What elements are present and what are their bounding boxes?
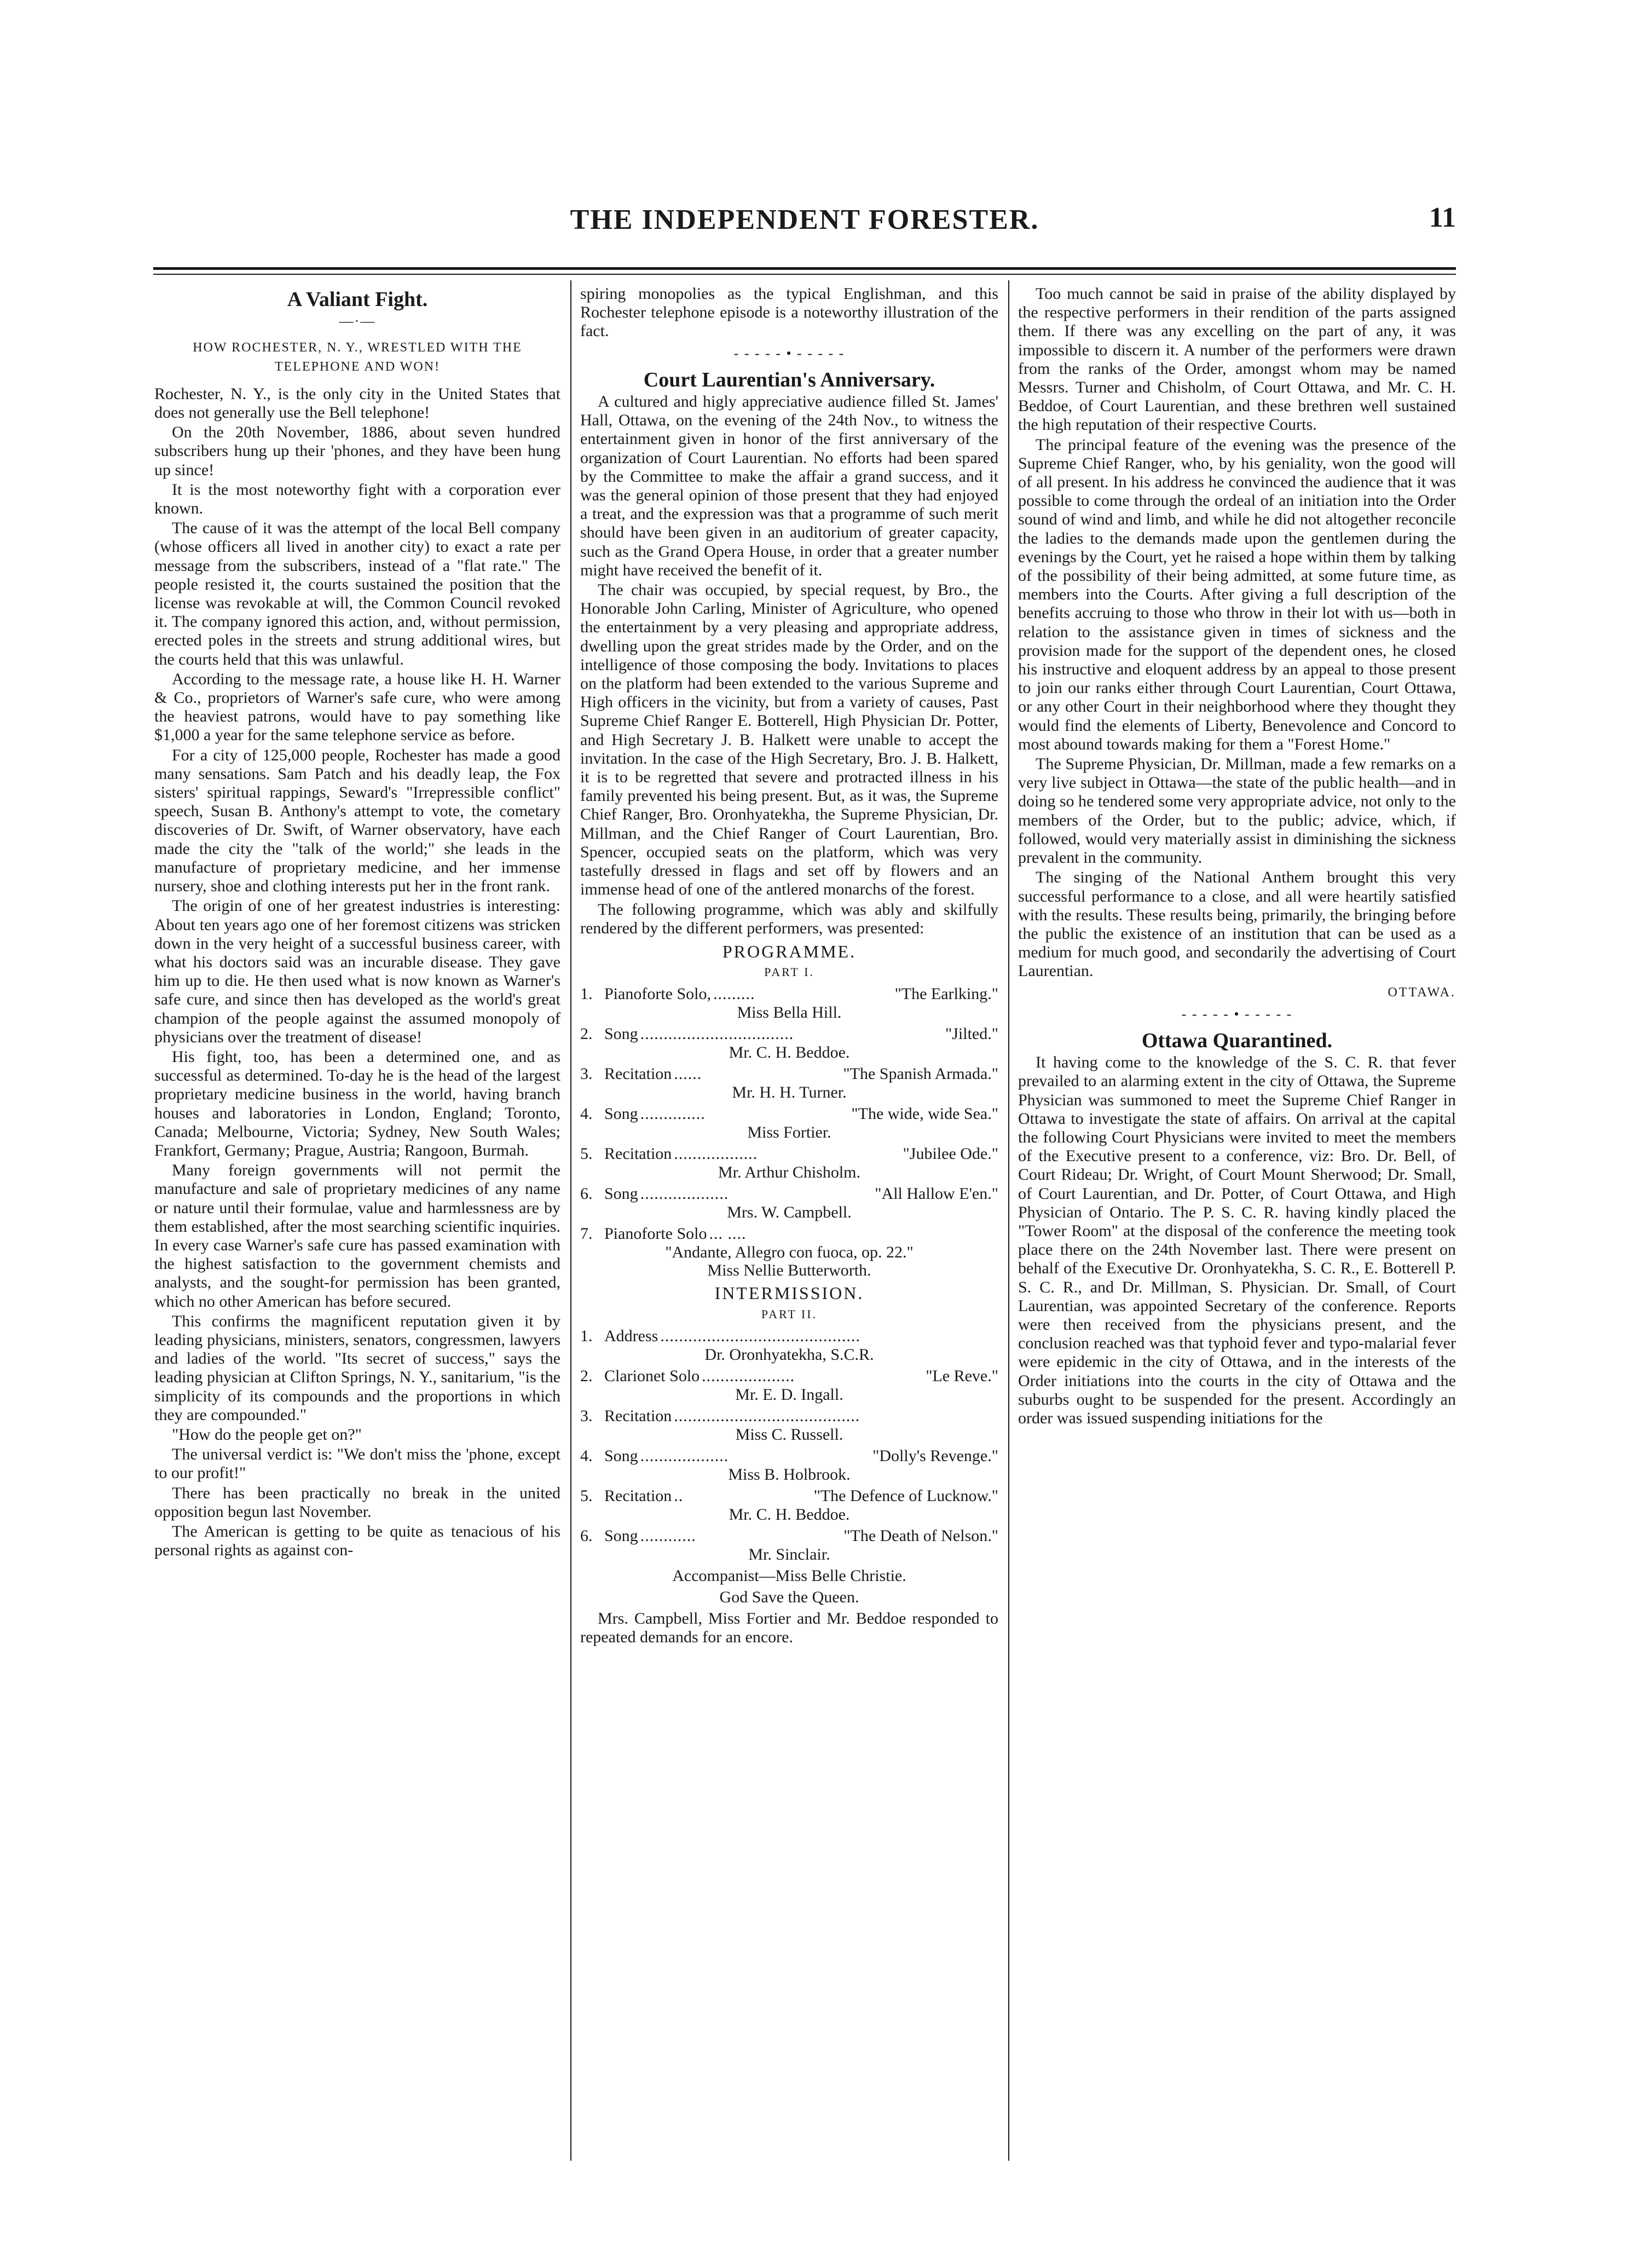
programme-item: 3. Recitation ...... "The Spanish Armada." xyxy=(580,1065,998,1083)
publication-title: THE INDEPENDENT FORESTER. xyxy=(570,204,1039,235)
programme-item: 3. Recitation ........................................ xyxy=(580,1406,860,1425)
signature: OTTAWA. xyxy=(1388,985,1456,1000)
paragraph: "How do the people get on?" xyxy=(172,1425,362,1444)
accompanist: Accompanist—Miss Belle Christie. xyxy=(672,1566,906,1585)
programme-part-2 xyxy=(580,1327,998,1563)
paragraph: The singing of the National Anthem brought this very successful performance to a close, and all were heartily satisfied with the results. These results being, primarily, the bringing before the public the existence of an institution that can be used as a medium for much good, and secondarily the advertising of Court Laurentian. xyxy=(1018,868,1456,980)
performer: Miss Nellie Butterworth. xyxy=(707,1261,871,1280)
column-divider xyxy=(1008,280,1009,2161)
section-divider: - - - - - • - - - - - xyxy=(733,345,845,361)
page-number: 11 xyxy=(1429,202,1456,233)
masthead xyxy=(153,198,1456,258)
masthead-rule-thick xyxy=(153,267,1456,270)
column-divider xyxy=(570,280,571,2161)
performer: Mr. C. H. Beddoe. xyxy=(729,1043,850,1062)
performer: Mr. H. H. Turner. xyxy=(732,1083,847,1102)
anthem: God Save the Queen. xyxy=(719,1588,859,1606)
programme-item: 5. Recitation .................. "Jubilee Ode." xyxy=(580,1145,998,1163)
paragraph: His fight, too, has been a determined one, and as successful as determined. To-day he is the head of the largest proprietary medicine business in the world, having branch houses and laboratories in London, England; Toronto, Canada; Melbourne, Victoria; Sydney, New South Wales; Frankfort, Germany; Prague, Austria; Rangoon, Burmah. xyxy=(154,1047,560,1159)
article-heading: Court Laurentian's Anniversary. xyxy=(643,368,935,391)
paragraph: It having come to the knowledge of the S. C. R. that fever prevailed to an alarming extent in the city of Ottawa, the Supreme Physician was summoned to meet the Supreme Chief Ranger in Ottawa to investigate the state of affairs. On arrival at the capital the following Court Physicians were invited to meet the members of the Executive present to a conference, viz: Bro. Dr. Bell, of Court Rideau; Dr. Wright, of Court Mount Sherwood; Dr. Small, of Court Laurentian, and Dr. Potter, of Court Ottawa, and High Physician of Ontario. The P. S. C. R. having kindly placed the "Tower Room" at the disposal of the conference the meeting took place there on the 24th November last. There were present on behalf of the Executive Dr. Oronhyatekha, S. C. R., E. Botterell P. S. C. R., and Dr. Millman, S. Physician. Dr. Small, of Court Laurentian, was appointed Secretary of the conference. Reports were then received from the physicians present, and the conclusion reached was that typhoid fever and typo-malarial fever were epidemic in the city of Ottawa, and in the interests of the Order initiations into the courts in the city of Ottawa and the suburbs ought to be suspended for the present. Accordingly an order was issued suspending initiations for the xyxy=(1018,1053,1456,1427)
programme-item: 4. Song .............. "The wide, wide Sea." xyxy=(580,1105,998,1123)
performer: Mr. Sinclair. xyxy=(748,1545,830,1563)
article-heading: Ottawa Quarantined. xyxy=(1141,1029,1333,1052)
paragraph: On the 20th November, 1886, about seven hundred subscribers hung up their 'phones, and they have been hung up since! xyxy=(154,423,560,479)
programme-item: 6. Song ............ "The Death of Nelson." xyxy=(580,1526,998,1545)
performer: Miss Bella Hill. xyxy=(737,1003,842,1022)
paragraph: According to the message rate, a house like H. H. Warner & Co., proprietors of Warner's safe cure, who were among the heaviest patrons, would have to pay something like $1,000 a year for the same telephone service as before. xyxy=(154,670,560,745)
programme-item: 7. Pianoforte Solo ... .... xyxy=(580,1225,747,1243)
paragraph: The universal verdict is: "We don't miss the 'phone, except to our profit!" xyxy=(154,1445,560,1482)
performer: Miss C. Russell. xyxy=(735,1425,843,1444)
column-2 xyxy=(580,285,998,2157)
paragraph: The origin of one of her greatest industries is interesting: About ten years ago one of her foremost citizens was stricken down in the very height of a successful business career, with what his doctors said was an incurable disease. They gave him up to die. He then used what is now known as Warner's safe cure, and since then has developed as the world's great champion of the people against the assumed monopoly of physicians over the treatment of disease! xyxy=(154,897,560,1046)
article-deck: HOW ROCHESTER, N. Y., WRESTLED WITH THE TELEPHONE AND WON! xyxy=(193,341,522,374)
column-1: A Valiant Fight. —·— HOW ROCHESTER, N. Y., WRESTLED WITH THE TELEPHONE AND WON! Rochester, N. Y., is the only city in the United States that does not generally use the Bell telephone! On the 20th November, 1886, about seven hundred subscribers hung up their 'phones, and they have been hung up since! It is the most noteworthy fight with a corporation ever known. The cause of it was the attempt of the local Bell company (whose officers all lived in another city) to exact a rate per message from the subscribers, instead of a "flat rate." The people resisted it, the courts sustained the position that the license was revokable at will, the Common Council revoked it. The company ignored this action, and, without permission, erected poles in the streets and strung additional wires, but the courts held that this was unlawful. According to the message rate, a house like H. H. Warner & Co., proprietors of Warner's safe cure, who were among the heaviest patrons, would have to pay something like $1,000 a year for the same telephone service as before. For a city of 125,000 people, Rochester has made a good many sensations. Sam Patch and his deadly leap, the Fox sisters' spiritual rappings, Seward's "Irrepressible conflict" speech, Susan B. Anthony's attempt to vote, the cometary discoveries of Dr. Swift, of Warner observatory, have each made the city the "talk of the world;" she leads in the manufacture of proprietary medicine, and her immense nursery, shoe and clothing interests put her in the front rank. The origin of one of her greatest industries is interesting: About ten years ago one of her foremost citizens was stricken down in the very height of a successful business career, with what his doctors said was an incurable disease. They gave him up to die. He then used what is now known as Warner's safe cure, and since then has developed as the world's great champion of the people against the assumed monopoly of physicians over the treatment of disease! His fight, too, has been a determined one, and as successful as determined. To-day he is the head of the largest proprietary medicine business in the world, having branch houses and laboratories in London, England; Toronto, Canada; Melbourne, Victoria; Sydney, New South Wales; Frankfort, Germany; Prague, Austria; Rangoon, Burmah. Many foreign governments will not permit the manufacture and sale of proprietary medicines of any name or nature until their formulae, value and harmlessness are by them established, after the most searching scientific inquiries. In every case Warner's safe cure has passed examination with the highest satisfaction to the government chemists and analysts, and the sought-for permission has been granted, which no other American has before secured. This confirms the magnificent reputation given it by leading physicians, ministers, senators, congressmen, lawyers and ladies of the world. "Its secret of success," says the leading physician at Clifton Springs, N. Y., sanitarium, "is the simplicity of its compounds and the proportions in which they are compounded." "How do the people get on?" The universal verdict is: "We don't miss the 'phone, except to our profit!" There has been practically no break in the united opposition begun last November. The American is getting to be quite as tenacious of his personal rights as against con- xyxy=(154,288,560,1560)
paragraph: Many foreign governments will not permit the manufacture and sale of proprietary medicines of any name or nature until their formulae, value and harmlessness are by them established, after the most searching scientific inquiries. In every case Warner's safe cure has passed examination with the highest satisfaction to the government chemists and analysts, and the sought-for permission has been granted, which no other American has before secured. xyxy=(154,1161,560,1311)
performer: Mrs. W. Campbell. xyxy=(727,1203,852,1222)
programme-item: 2. Clarionet Solo .................... "Le Reve." xyxy=(580,1366,998,1385)
performer: Miss B. Holbrook. xyxy=(728,1465,851,1484)
programme-item: 5. Recitation .. "The Defence of Lucknow." xyxy=(580,1486,998,1505)
paragraph: The principal feature of the evening was the presence of the Supreme Chief Ranger, who, by his geniality, won the good will of all present. In his address he convinced the audience that it was possible to come through the ordeal of an initiation into the Order sound of wind and limb, and while he did not altogether reconcile the ladies to the demands made upon the gentlemen during the evenings by the Court, yet he raised a hope within them by talking of the possibility of their being admitted, at some future time, as members into the Courts. After giving a full description of the benefits accruing to those who throw in their lot with us—both in relation to the assistance given in times of sickness and the provision made for the support of the dependent ones, he closed his instructive and eloquent address by an appeal to those present to join our ranks either through Court Laurentian, Court Ottawa, or any other Court in their neighborhood where they thought they would find the elements of Liberty, Benevolence and Concord to most abound towards making for them a "Forest Home." xyxy=(1018,435,1456,753)
paragraph: Rochester, N. Y., is the only city in the United States that does not generally use the Bell telephone! xyxy=(154,384,560,422)
paragraph: The American is getting to be quite as tenacious of his personal rights as against con- xyxy=(154,1522,560,1560)
paragraph: For a city of 125,000 people, Rochester has made a good many sensations. Sam Patch and his deadly leap, the Fox sisters' spiritual rappings, Seward's "Irrepressible conflict" speech, Susan B. Anthony's attempt to vote, the cometary discoveries of Dr. Swift, of Warner observatory, have each made the city the "talk of the world;" she leads in the manufacture of proprietary medicine, and her immense nursery, shoe and clothing interests put her in the front rank. xyxy=(154,746,560,896)
programme-part-label: PART II. xyxy=(761,1307,818,1321)
programme-part-1 xyxy=(580,985,998,1279)
paragraph: Mrs. Campbell, Miss Fortier and Mr. Beddoe responded to repeated demands for an encore. xyxy=(580,1609,998,1646)
programme-item: 1. Pianoforte Solo, ......... "The Earlking." xyxy=(580,985,998,1003)
performer: Mr. C. H. Beddoe. xyxy=(729,1505,850,1523)
paragraph: The Supreme Physician, Dr. Millman, made a few remarks on a very live subject in Ottawa—the state of the public health—and in doing so he tendered some very appropriate advice, not only to the members of the Order, but to the public; advice, which, if followed, would very materially assist in diminishing the sickness prevalent in the community. xyxy=(1018,755,1456,867)
paragraph: Too much cannot be said in praise of the ability displayed by the respective performers in their rendition of the parts assigned them. If there was any excelling on the part of any, it was impossible to discern it. A number of the performers were drawn from the ranks of the Order, amongst whom may be named Messrs. Turner and Chisholm, of Court Ottawa, and Mr. C. H. Beddoe, of Court Laurentian, and these brethren well sustained the high reputation of their respective Courts. xyxy=(1018,285,1456,434)
intermission-heading: INTERMISSION. xyxy=(714,1283,864,1303)
section-divider: - - - - - • - - - - - xyxy=(1181,1006,1293,1022)
programme-heading: PROGRAMME. xyxy=(722,941,857,961)
paragraph: It is the most noteworthy fight with a corporation ever known. xyxy=(154,480,560,518)
masthead-rule-thin xyxy=(153,274,1456,275)
performer: Mr. Arthur Chisholm. xyxy=(718,1163,861,1182)
programme-item: 6. Song ................... "All Hallow E'en." xyxy=(580,1185,998,1203)
paragraph: The chair was occupied, by special request, by Bro., the Honorable John Carling, Minister of Agriculture, who opened the entertainment by a very pleasing and appropriate address, dwelling upon the great strides made by the Order, and on the intelligence of those composing the body. Invitations to places on the platform had been extended to the various Supreme and High officers in the vicinity, but from a variety of causes, Past Supreme Chief Ranger E. Botterell, High Physician Dr. Potter, and High Secretary J. B. Halkett were unable to accept the invitation. In the case of the High Secretary, Bro. J. B. Halkett, it is to be regretted that severe and protracted illness in his family prevented his being present. But, as it was, the Supreme Chief Ranger, Bro. Oronhyatekha, the Supreme Physician, Dr. Millman, and the Chief Ranger of Court Laurentian, Bro. Spencer, occupied seats on the platform, which was very tastefully dressed in flags and set off by flowers and an immense head of one of the antlered monarchs of the forest. xyxy=(580,581,998,899)
column-3 xyxy=(1018,285,1456,2157)
performer: Mr. E. D. Ingall. xyxy=(735,1385,843,1404)
paragraph: This confirms the magnificent reputation given it by leading physicians, ministers, senators, congressmen, lawyers and ladies of the world. "Its secret of success," says the leading physician at Clifton Springs, N. Y., sanitarium, "is the simplicity of its compounds and the proportions in which they are compounded." xyxy=(154,1312,560,1424)
programme-item: 2. Song ................................. "Jilted." xyxy=(580,1025,998,1043)
performer: "Andante, Allegro con fuoca, op. 22." xyxy=(665,1243,914,1262)
article-heading: A Valiant Fight. xyxy=(287,288,428,311)
performer: Miss Fortier. xyxy=(747,1123,831,1142)
programme-part-label: PART I. xyxy=(764,965,814,979)
paragraph: The cause of it was the attempt of the local Bell company (whose officers all lived in another city) to exact a rate per message from the subscribers, instead of a "flat rate." The people resisted it, the courts sustained the position that the license was revokable at will, the Common Council revoked it. The company ignored this action, and, without permission, erected poles in the streets and strung additional wires, but the courts held that this was unlawful. xyxy=(154,519,560,668)
performer: Dr. Oronhyatekha, S.C.R. xyxy=(704,1345,874,1364)
paragraph: The following programme, which was ably and skilfully rendered by the different performers, was presented: xyxy=(580,900,998,937)
programme-item: 4. Song ................... "Dolly's Revenge." xyxy=(580,1446,998,1465)
paragraph: A cultured and higly appreciative audience filled St. James' Hall, Ottawa, on the evening of the 24th Nov., to witness the entertainment given in honor of the first anniversary of the organization of Court Laurentian. No efforts had been spared by the Committee to make the affair a grand success, and it was the general opinion of those present that they had enjoyed a treat, and the expression was that a programme of such merit should have been given in an auditorium of greater capacity, such as the Grand Opera House, in order that a greater number might have received the benefit of it. xyxy=(580,393,998,579)
paragraph: There has been practically no break in the united opposition begun last November. xyxy=(154,1484,560,1521)
paragraph: spiring monopolies as the typical Englishman, and this Rochester telephone episode is a noteworthy illustration of the fact. xyxy=(580,285,998,341)
programme-item: 1. Address ........................................... xyxy=(580,1326,860,1345)
